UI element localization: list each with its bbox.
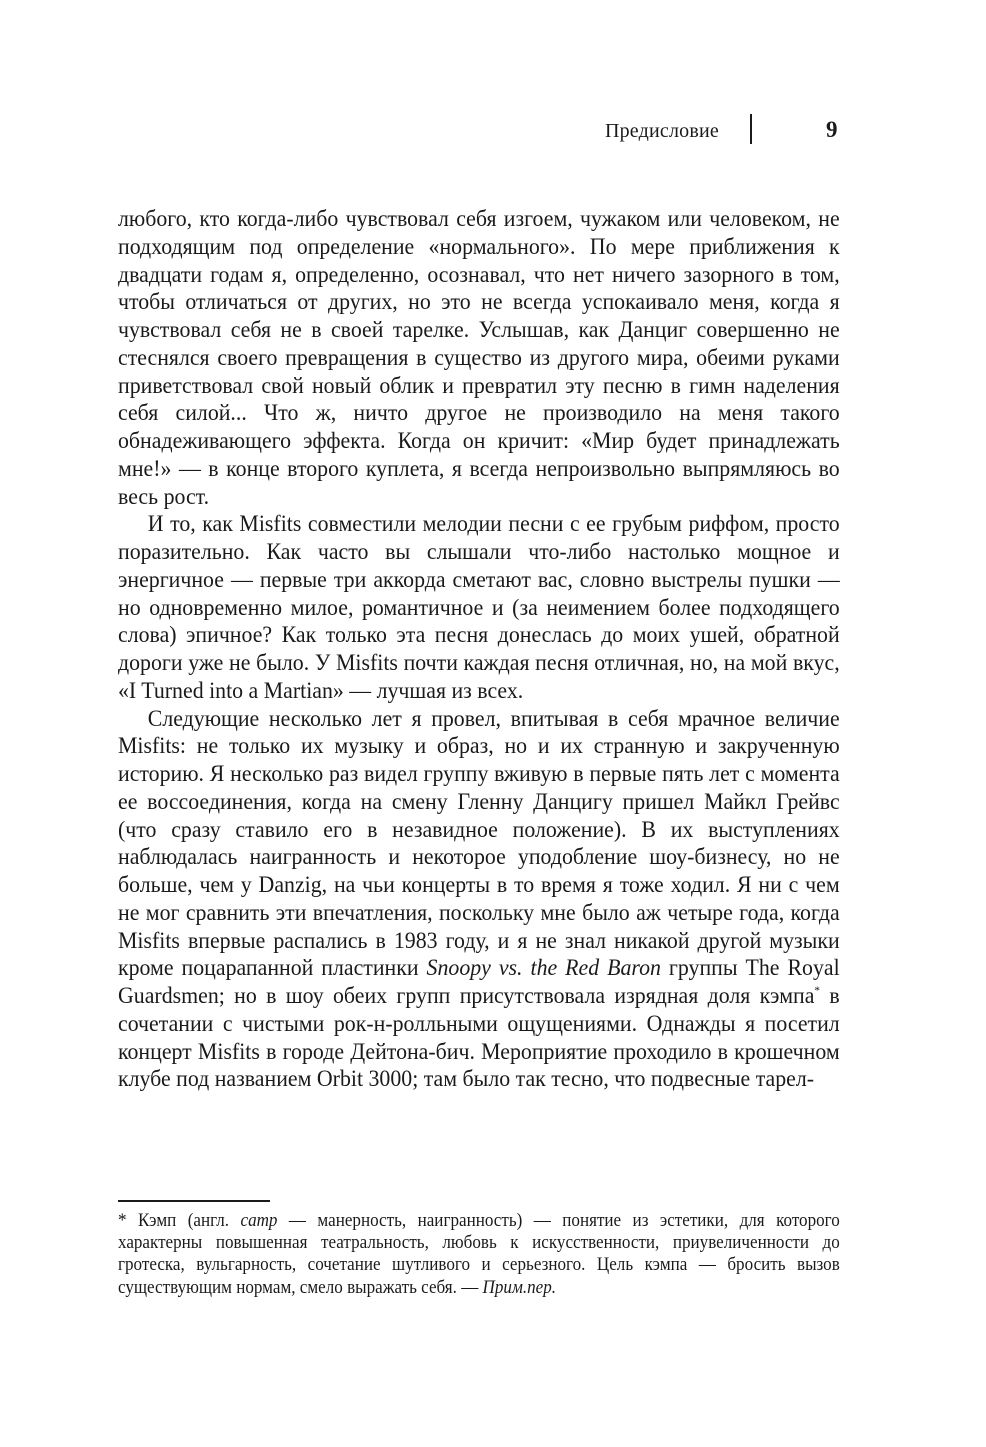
- paragraph-3-text-b: группы The Royal Guardsmen; но в шоу обеих групп присутствовала изрядная доля кэмпа: [118, 955, 840, 1009]
- body-text: [118, 206, 840, 1094]
- footnote-marker[interactable]: *: [814, 983, 821, 998]
- page-number: 9: [826, 117, 838, 142]
- translator-note-label: Прим.пер.: [482, 1277, 557, 1298]
- running-header: [0, 114, 986, 148]
- paragraph-2: И то, как Misfits совместили мелодии песни с ее грубым риффом, просто поразительно. Как часто вы слышали что-либо настолько мощное и энергичное — первые три аккорда сметают вас, словно выстрелы пушки — но одновременно милое, романтичное и (за неимением более подходящего слова) эпичное? Как только эта песня донеслась до моих ушей, обратной дороги уже не было. У Misfits почти каждая песня отличная, но, на мой вкус, «I Turned into a Martian» — лучшая из всех.: [118, 511, 840, 704]
- footnote-text-b: — манерность, наигранность) — понятие из эстетики, для которого характерны повышенная театральность, любовь к искусственности, приувеличенности до гротеска, вульгарность, сочетание шутливого и серьезного. Цель кэмпа — бросить вызов существующим нормам, смело выражать себя. —: [118, 1211, 840, 1298]
- footnote-divider: [118, 1200, 270, 1202]
- footnote-text: [118, 1210, 840, 1299]
- footnote-term: camp: [240, 1211, 278, 1231]
- paragraph-1: любого, кто когда-либо чувствовал себя изгоем, чужаком или человеком, не подходящим под определение «нормального». По мере приближения к двадцати годам я, определенно, осознавал, что нет ничего зазорного в том, чтобы отличаться от других, но это не всегда успокаивало меня, когда я чувствовал себя не в своей тарелке. Услышав, как Данциг совершенно не стеснялся своего превращения в существо из другого мира, обеими руками приветствовал свой новый облик и превратил эту песню в гимн наделения себя силой... Что ж, ничто другое не производило на меня такого обнадеживающего эффекта. Когда он кричит: «Мир будет принадлежать мне!» — в конце второго куплета, я всегда непроизвольно выпрямляюсь во весь рост.: [118, 206, 840, 510]
- album-title: Snoopy vs. the Red Baron: [426, 955, 661, 982]
- paragraph-3-text-a: Следующие несколько лет я провел, впитывая в себя мрачное величие Misfits: не только их музыку и образ, но и их странную и закрученную историю. Я несколько раз видел группу вживую в первые пять лет с момента ее воссоединения, когда на смену Гленну Данцигу пришел Майкл Грейвс (что сразу ставило его в незавидное положение). В их выступлениях наблюдалась наигранность и некоторое уподобление шоу-бизнесу, но не больше, чем у Danzig, на чьи концерты в то время я тоже ходил. Я ни с чем не мог сравнить эти впечатления, поскольку мне было аж четыре года, когда Misfits впервые распались в 1983 году, и я не знал никакой другой музыки кроме поцарапанной пластинки: [118, 705, 840, 982]
- header-divider: [750, 114, 752, 144]
- footnote: [118, 1210, 840, 1299]
- paragraph-3-text-c: в сочетании с чистыми рок-н-ролльными ощущениями. Однажды я посетил концерт Misfits в городе Дейтона-бич. Мероприятие проходило в крошечном клубе под названием Orbit 3000; там было так тесно, что подвесные тарел-: [118, 983, 840, 1093]
- paragraph-3: [118, 706, 840, 1095]
- footnote-text-a: * Кэмп (англ.: [118, 1211, 241, 1231]
- running-title: Предисловие: [604, 120, 719, 142]
